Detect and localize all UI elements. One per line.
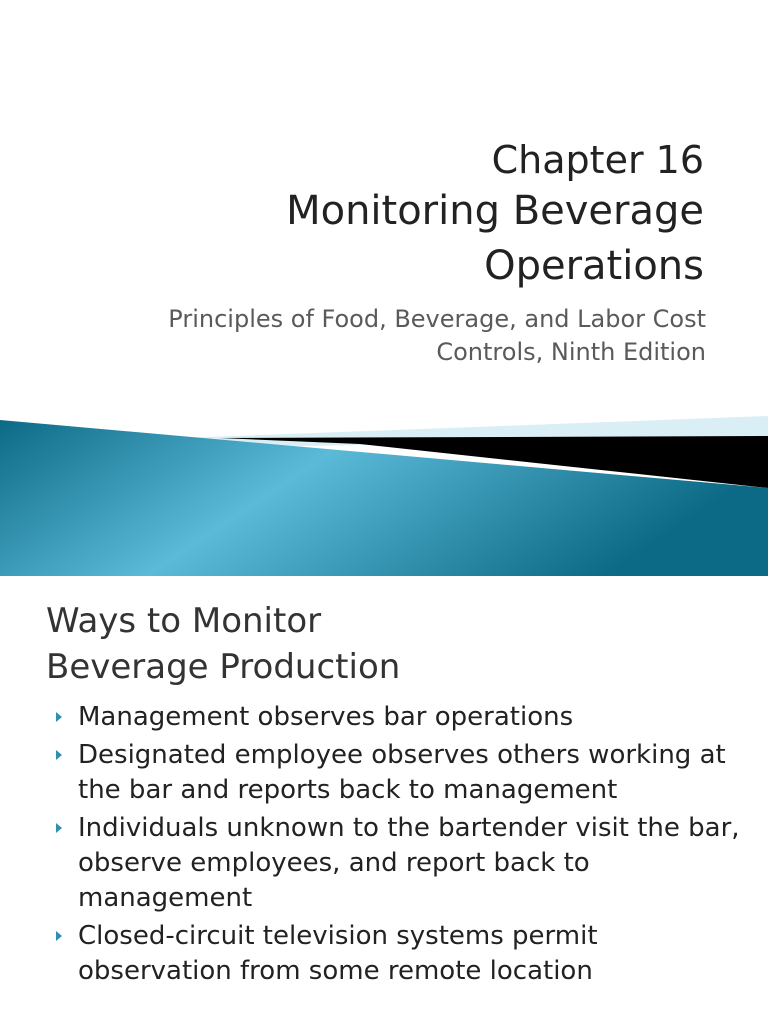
- chapter-label: Chapter 16: [491, 138, 704, 182]
- bullet-text: Management observes bar operations: [78, 702, 574, 732]
- bullet-text: Designated employee observes others working at the bar and reports back to management: [78, 740, 726, 805]
- subtitle-line-1: Principles of Food, Beverage, and Labor Cost: [168, 305, 706, 333]
- heading-line-1: Ways to Monitor: [46, 601, 322, 641]
- arrow-right-icon: [56, 712, 62, 722]
- slide-heading: [46, 598, 400, 690]
- bullet-list: [52, 700, 742, 992]
- decorative-banner: [0, 410, 768, 576]
- list-item: [52, 919, 742, 989]
- arrow-right-icon: [56, 750, 62, 760]
- list-item: [52, 811, 742, 916]
- arrow-right-icon: [56, 931, 62, 941]
- subtitle-line-2: Controls, Ninth Edition: [436, 338, 706, 366]
- slide-title-line-1: Monitoring Beverage: [286, 188, 704, 234]
- heading-line-2: Beverage Production: [46, 647, 401, 687]
- bullet-text: Individuals unknown to the bartender visit the bar, observe employees, and report back to management: [78, 813, 740, 913]
- arrow-right-icon: [56, 823, 62, 833]
- slide-title-line-2: Operations: [484, 243, 704, 289]
- bullet-text: Closed-circuit television systems permit observation from some remote location: [78, 921, 598, 986]
- list-item: [52, 700, 742, 735]
- subtitle: [26, 303, 706, 369]
- title-block: [64, 136, 704, 294]
- list-item: [52, 738, 742, 808]
- content-slide: [0, 576, 768, 1024]
